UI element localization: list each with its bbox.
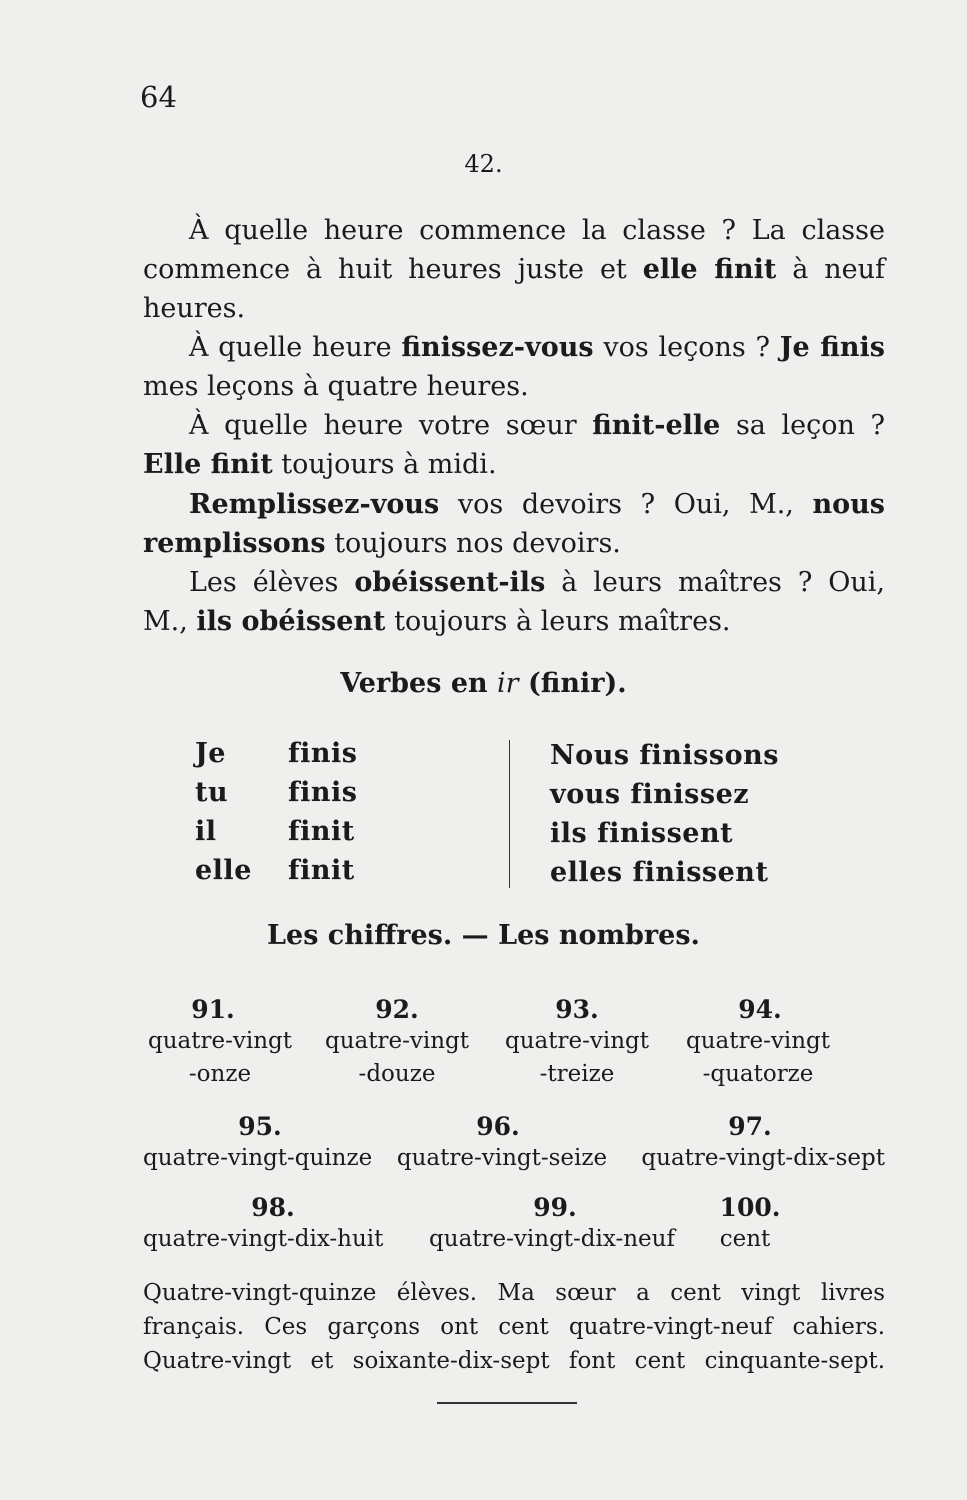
bold-verb-phrase: finit-elle [592, 410, 721, 441]
conj-verb-1: finis [288, 738, 358, 769]
text-run: Les élèves [189, 567, 355, 598]
text-run: toujours nos devoirs. [325, 527, 621, 559]
conj-pronoun-3: il [195, 816, 217, 847]
number-92-word-1: quatre-vingt [325, 1028, 469, 1054]
paragraph-1 [143, 212, 885, 328]
text-run: À quelle heure votre sœur [189, 410, 593, 441]
closing-line-3: Quatre-vingt et soixante-dix-sept font cent cinquante-sept. [143, 1348, 885, 1374]
conj-pronoun-1: Je [195, 738, 226, 769]
end-rule [437, 1402, 577, 1404]
conj-verb-2: finis [288, 777, 358, 808]
number-95-word: quatre-vingt-quinze [143, 1145, 373, 1171]
number-95: 95. [238, 1112, 282, 1141]
number-92: 92. [375, 995, 419, 1024]
paragraph-text [143, 407, 885, 485]
number-91-word-2: -onze [188, 1061, 252, 1087]
verb-title-infinitive: (finir). [518, 668, 627, 699]
conj-verb-4: finit [288, 855, 355, 886]
bold-verb-phrase: Je finis [779, 332, 885, 363]
bold-verb-phrase: elle finit [642, 253, 777, 285]
number-91-word-1: quatre-vingt [148, 1028, 292, 1054]
paragraph-2 [143, 329, 885, 407]
bold-verb-phrase: nous remplissons [143, 489, 885, 559]
conj-plural-1: Nous finissons [550, 740, 779, 771]
paragraph-text [143, 486, 885, 564]
number-100-word: cent [719, 1226, 771, 1252]
number-91: 91. [191, 995, 235, 1024]
paragraph-4 [143, 486, 885, 564]
verb-section-title [0, 668, 967, 699]
number-100: 100. [719, 1193, 781, 1222]
bold-verb-phrase: finissez-vous [401, 332, 594, 363]
number-96: 96. [476, 1112, 520, 1141]
verb-title-text: Verbes en [340, 668, 498, 699]
number-94-word-1: quatre-vingt [686, 1028, 830, 1054]
conj-plural-2: vous finissez [550, 779, 750, 810]
number-93-word-1: quatre-vingt [505, 1028, 649, 1054]
conj-pronoun-2: tu [195, 777, 229, 808]
number-94: 94. [738, 995, 782, 1024]
text-run: toujours à leurs maîtres. [385, 605, 731, 637]
conj-plural-4: elles finissent [550, 857, 769, 888]
number-99-word: quatre-vingt-dix-neuf [429, 1226, 675, 1252]
text-run: vos leçons ? [593, 332, 780, 363]
number-99: 99. [533, 1193, 577, 1222]
paragraph-text [143, 564, 885, 642]
closing-sentences [143, 1276, 885, 1378]
number-96-word: quatre-vingt-seize [396, 1145, 608, 1171]
bold-verb-phrase: Elle finit [143, 448, 273, 480]
paragraph-text [143, 212, 885, 328]
text-run: À quelle heure commence la classe ? La classe commence à huit heures juste et [143, 215, 885, 285]
number-97: 97. [728, 1112, 772, 1141]
conj-plural-3: ils finissent [550, 818, 734, 849]
number-98-word: quatre-vingt-dix-huit [143, 1226, 384, 1252]
text-run: mes leçons à quatre heures. [143, 370, 529, 402]
closing-line-2: français. Ces garçons ont cent quatre-vingt-neuf cahiers. [143, 1314, 885, 1340]
bold-verb-phrase: obéissent-ils [354, 567, 546, 598]
conj-pronoun-4: elle [195, 855, 252, 886]
number-93-word-2: -treize [539, 1061, 615, 1087]
number-93: 93. [555, 995, 599, 1024]
text-run: À quelle heure [189, 332, 402, 363]
conj-verb-3: finit [288, 816, 355, 847]
bold-verb-phrase: ils obéissent [196, 605, 386, 637]
number-97-word: quatre-vingt-dix-sept [641, 1145, 885, 1171]
text-run: à neuf heures. [143, 253, 885, 324]
number-92-word-2: -douze [358, 1061, 436, 1087]
verb-title-ending: ir [497, 668, 519, 699]
numbers-section-title: Les chiffres. — Les nombres. [267, 920, 700, 951]
paragraph-text [143, 329, 885, 407]
conjugation-divider [509, 740, 510, 888]
lesson-number: 42. [464, 150, 503, 178]
paragraph-3 [143, 407, 885, 485]
text-run: vos devoirs ? Oui, M., [439, 489, 813, 520]
paragraph-5 [143, 564, 885, 642]
number-94-word-2: -quatorze [702, 1061, 814, 1087]
text-run: à leurs maîtres ? Oui, M., [143, 567, 886, 637]
text-run: sa leçon ? [720, 410, 886, 441]
closing-line-1: Quatre-vingt-quinze élèves. Ma sœur a cent vingt livres [143, 1280, 885, 1306]
page-number: 64 [140, 80, 177, 114]
text-run: toujours à midi. [272, 448, 497, 480]
bold-verb-phrase: Remplissez-vous [189, 489, 440, 520]
number-98: 98. [251, 1193, 295, 1222]
